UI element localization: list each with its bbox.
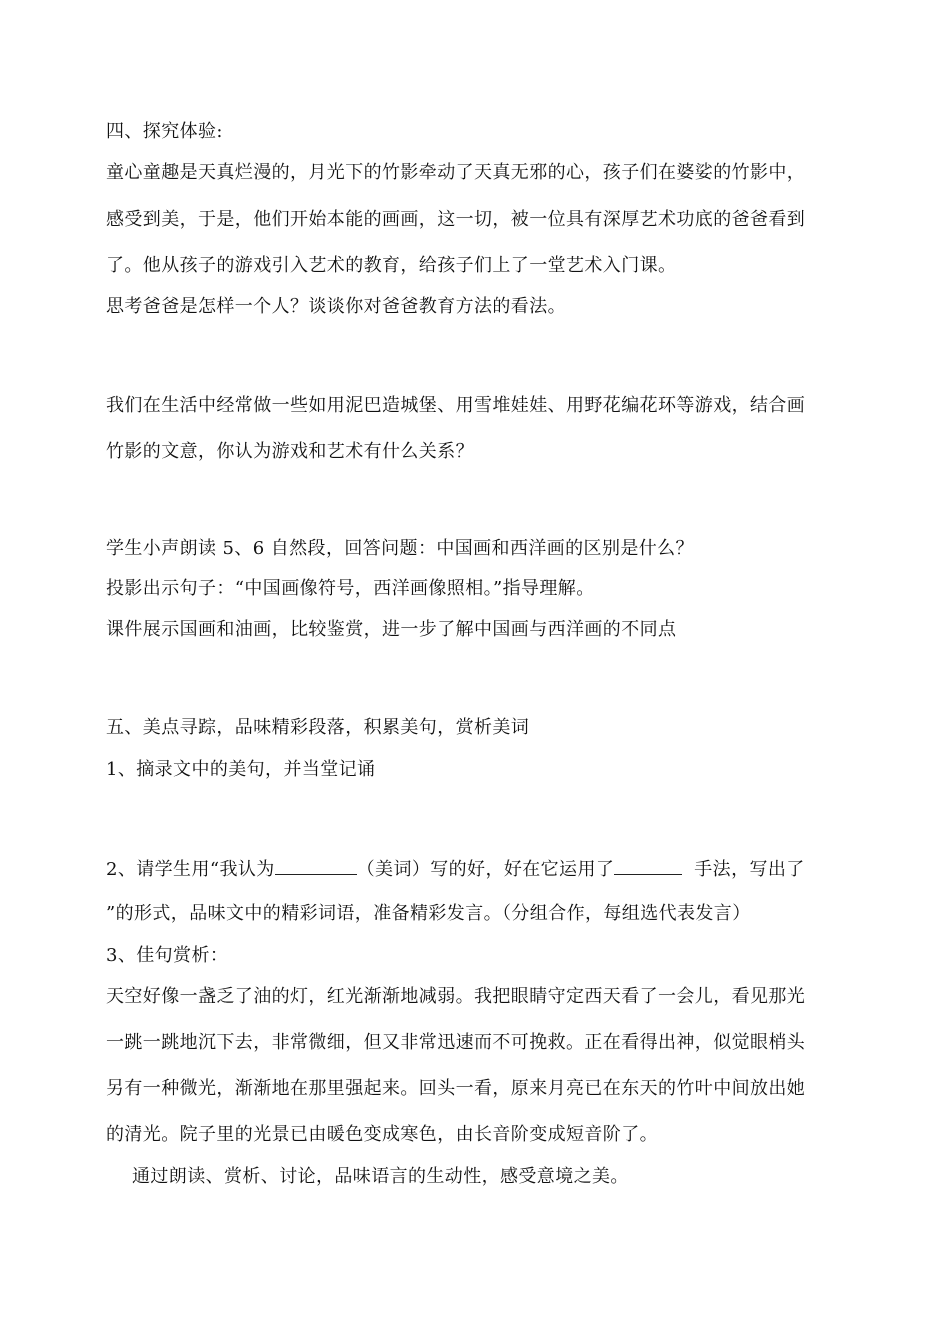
quote-line2: 一跳一跳地沉下去，非常微细，但又非常迅速而不可挽救。正在看得出神，似觉眼梢头 [106, 1032, 806, 1053]
item2-text-part2: （美词）写的好，好在它运用了 [356, 859, 615, 880]
section4-para3-line1: 学生小声朗读 5、6 自然段，回答问题：中国画和西洋画的区别是什么？ [106, 538, 694, 559]
section4-para1-line1: 童心童趣是天真烂漫的，月光下的竹影牵动了天真无邪的心，孩子们在婆娑的竹影中， [106, 162, 806, 183]
section4-heading: 四、探究体验: [106, 121, 223, 142]
section4-para1-line3: 了。他从孩子的游戏引入艺术的教育，给孩子们上了一堂艺术入门课。 [106, 255, 677, 276]
section4-para1-line2: 感受到美，于是，他们开始本能的画画，这一切，被一位具有深厚艺术功底的爸爸看到 [106, 209, 806, 230]
quote-line1: 天空好像一盏乏了油的灯，红光渐渐地减弱。我把眼睛守定西天看了一会儿，看见那光 [106, 986, 806, 1007]
fill-blank-technique [614, 856, 682, 875]
item2-text-part3: 手法，写出了 [694, 859, 805, 880]
fill-blank-word [275, 856, 357, 875]
section5-heading: 五、美点寻踪，品味精彩段落，积累美句，赏析美词 [106, 717, 530, 738]
section4-para3-line2: 投影出示句子：“中国画像符号，西洋画像照相。”指导理解。 [106, 578, 595, 599]
section4-para3-line3: 课件展示国画和油画，比较鉴赏，进一步了解中国画与西洋画的不同点 [106, 619, 677, 640]
quote-line4: 的清光。院子里的光景已由暖色变成寒色，由长音阶变成短音阶了。 [106, 1124, 658, 1145]
section5-item2-line2: ”的形式，品味文中的精彩词语，准备精彩发言。（分组合作，每组选代表发言） [106, 903, 751, 924]
section5-item2-line1 [106, 856, 805, 882]
closing-line: 通过朗读、赏析、讨论，品味语言的生动性，感受意境之美。 [132, 1166, 629, 1187]
section4-para2-line1: 我们在生活中经常做一些如用泥巴造城堡、用雪堆娃娃、用野花编花环等游戏，结合画 [106, 395, 806, 416]
section5-item1: 1、摘录文中的美句，并当堂记诵 [106, 759, 376, 780]
section4-para2-line2: 竹影的文意，你认为游戏和艺术有什么关系？ [106, 441, 474, 462]
item2-text-part1: 2、请学生用“我认为 [106, 859, 275, 880]
section4-question1: 思考爸爸是怎样一个人？谈谈你对爸爸教育方法的看法。 [106, 296, 566, 317]
section5-item3: 3、佳句赏析： [106, 945, 229, 966]
quote-line3: 另有一种微光，渐渐地在那里强起来。回头一看，原来月亮已在东天的竹叶中间放出她 [106, 1078, 806, 1099]
